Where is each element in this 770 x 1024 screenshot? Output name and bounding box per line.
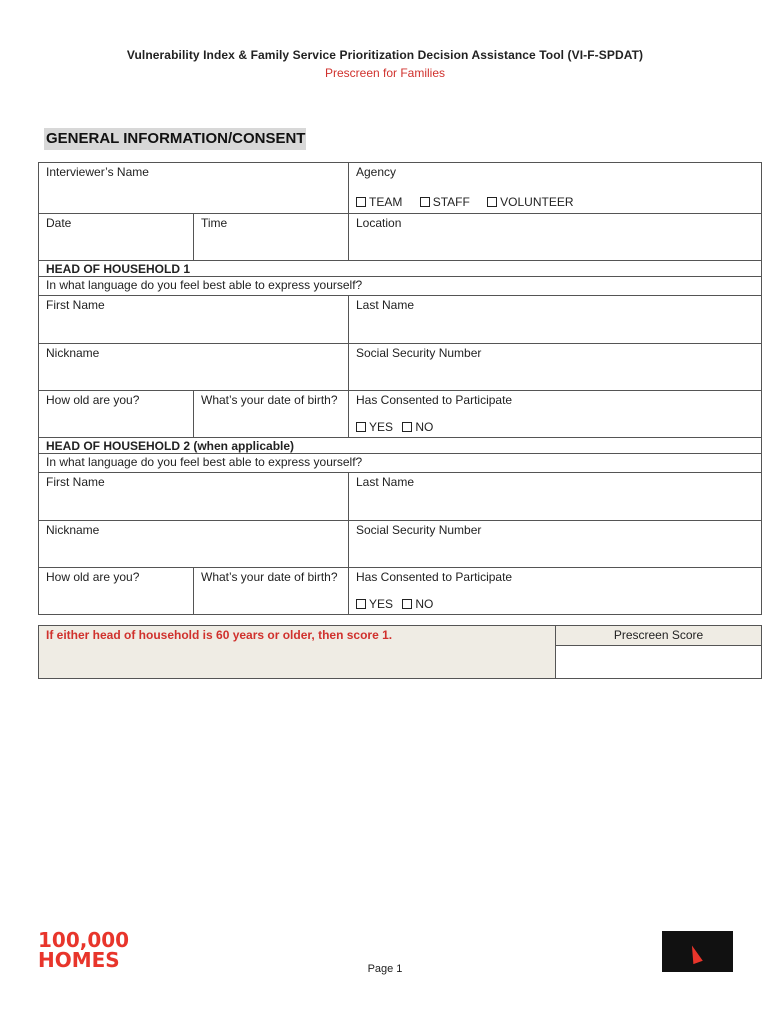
score-instruction (39, 626, 556, 679)
hoh1-first-name-field[interactable] (39, 296, 349, 344)
time-field[interactable] (194, 214, 349, 261)
agency-label: Agency (356, 165, 397, 179)
red-flame-icon (687, 944, 703, 964)
general-information-form (38, 162, 762, 615)
checkbox-icon[interactable] (356, 197, 366, 207)
location-field[interactable] (349, 214, 762, 261)
hoh2-nickname-field[interactable] (39, 521, 349, 568)
hoh1-heading: HEAD OF HOUSEHOLD 1 (39, 261, 762, 277)
document-header (0, 48, 770, 80)
hoh2-dob-field[interactable] (194, 568, 349, 615)
section-title: GENERAL INFORMATION/CONSENT (44, 128, 306, 150)
hoh2-last-name-field[interactable] (349, 473, 762, 521)
agency-option-staff[interactable]: STAFF (420, 195, 470, 209)
document-subtitle: Prescreen for Families (324, 66, 446, 80)
agency-option-volunteer[interactable]: VOLUNTEER (487, 195, 573, 209)
hoh1-consent-field (349, 391, 762, 438)
location-label: Location (356, 216, 402, 230)
agency-field (349, 163, 762, 214)
checkbox-icon[interactable] (356, 422, 366, 432)
prescreen-score-table (38, 625, 762, 679)
logo-line-2: HOMES (38, 948, 120, 972)
prescreen-score-label: Prescreen Score (556, 626, 762, 646)
hoh1-ssn-field[interactable] (349, 344, 762, 391)
score-note: If either head of household is 60 years or older, then score 1. (46, 628, 393, 642)
hoh1-age-label: How old are you? (46, 393, 140, 407)
hoh2-last-name-label: Last Name (356, 475, 415, 489)
checkbox-icon[interactable] (356, 599, 366, 609)
logo-line-1: 100,000 (38, 928, 130, 952)
hoh2-dob-label: What’s your date of birth? (201, 570, 338, 584)
hoh2-language-question: In what language do you feel best able to express yourself? (46, 455, 363, 469)
hoh2-first-name-field[interactable] (39, 473, 349, 521)
hoh2-consent-no[interactable]: NO (402, 597, 433, 611)
prescreen-score-input[interactable] (556, 645, 762, 678)
hoh1-language-field[interactable] (39, 277, 762, 296)
document-title: Vulnerability Index & Family Service Prioritization Decision Assistance Tool (VI-F-SPDAT) (126, 48, 644, 62)
page-number: Page 1 (367, 963, 403, 975)
checkbox-icon[interactable] (420, 197, 430, 207)
hoh2-age-field[interactable] (39, 568, 194, 615)
hoh2-ssn-field[interactable] (349, 521, 762, 568)
hoh1-dob-label: What’s your date of birth? (201, 393, 338, 407)
hoh1-language-question: In what language do you feel best able to express yourself? (46, 278, 363, 292)
hoh1-ssn-label: Social Security Number (356, 346, 482, 360)
hoh1-dob-field[interactable] (194, 391, 349, 438)
interviewer-name-label: Interviewer’s Name (46, 165, 149, 179)
date-label: Date (46, 216, 72, 230)
checkbox-icon[interactable] (402, 422, 412, 432)
hoh2-age-label: How old are you? (46, 570, 140, 584)
hoh2-consent-label: Has Consented to Participate (356, 570, 513, 584)
hoh1-nickname-label: Nickname (46, 346, 100, 360)
time-label: Time (201, 216, 228, 230)
interviewer-name-field[interactable] (39, 163, 349, 214)
hoh2-ssn-label: Social Security Number (356, 523, 482, 537)
hoh1-consent-no[interactable]: NO (402, 420, 433, 434)
hoh2-consent-yes[interactable]: YES (356, 597, 393, 611)
hoh1-consent-yes[interactable]: YES (356, 420, 393, 434)
hoh2-consent-field (349, 568, 762, 615)
hoh1-age-field[interactable] (39, 391, 194, 438)
hoh1-first-name-label: First Name (46, 298, 105, 312)
corner-logo-icon (662, 931, 733, 972)
hoh2-nickname-label: Nickname (46, 523, 100, 537)
hoh2-heading: HEAD OF HOUSEHOLD 2 (when applicable) (39, 438, 762, 454)
hoh1-last-name-label: Last Name (356, 298, 415, 312)
hoh1-consent-label: Has Consented to Participate (356, 393, 513, 407)
checkbox-icon[interactable] (487, 197, 497, 207)
hoh1-nickname-field[interactable] (39, 344, 349, 391)
date-field[interactable] (39, 214, 194, 261)
hoh2-first-name-label: First Name (46, 475, 105, 489)
hoh1-last-name-field[interactable] (349, 296, 762, 344)
checkbox-icon[interactable] (402, 599, 412, 609)
agency-option-team[interactable]: TEAM (356, 195, 402, 209)
hoh2-language-field[interactable] (39, 454, 762, 473)
